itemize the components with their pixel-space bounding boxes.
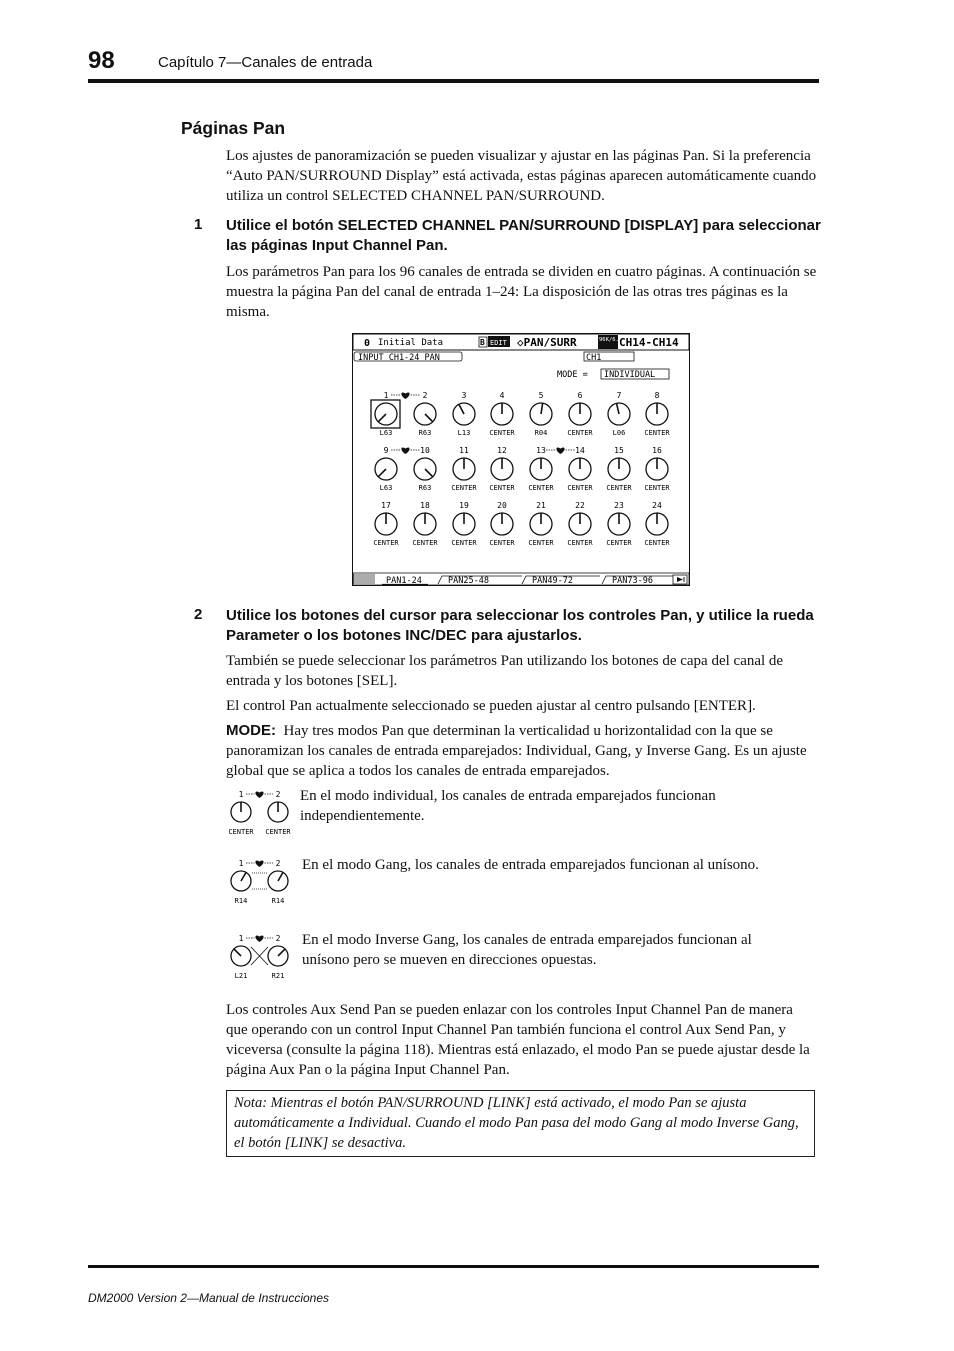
lcd-channel-number: 19 (459, 501, 469, 510)
note-box (226, 1090, 815, 1157)
lcd-channel-number: 13 (536, 446, 546, 455)
step-1-number: 1 (194, 216, 203, 233)
mode-text: Hay tres modos Pan que determinan la verticalidad u horizontalidad con la que se panoramizan los canales de entrada emparejados: Individual, Gang, y Inverse Gang. Es un ajuste global que se aplica a todos los canales de entrada emparejados. (226, 723, 807, 779)
lcd-pan-value: CENTER (489, 429, 515, 437)
lcd-channel-number: 2 (422, 391, 428, 400)
lcd-pan-value: CENTER (489, 539, 515, 547)
lcd-tab-label: PAN25-48 (448, 576, 489, 586)
individual-mode-description: En el modo individual, los canales de entrada emparejados funcionan independientemente. (300, 788, 716, 824)
lcd-channel-number: 9 (383, 446, 389, 455)
step-2-body-1: También se puede seleccionar los parámetros Pan utilizando los botones de capa del canal de entrada y los botones [SEL]. (226, 653, 784, 689)
lcd-pan-value: R04 (534, 429, 548, 437)
lcd-channel-number: 3 (461, 391, 467, 400)
lcd-tab-pan1-24 (382, 576, 428, 586)
lcd-tab-label: PAN1-24 (386, 576, 422, 586)
gang-mode-description: En el modo Gang, los canales de entrada emparejados funcionan al unísono. (302, 857, 759, 873)
pan-page-lcd-screenshot (352, 333, 690, 586)
lcd-pan-value: CENTER (373, 539, 399, 547)
lcd-mode-label: MODE = (557, 370, 588, 380)
lcd-pan-value: CENTER (567, 539, 593, 547)
lcd-channel-number: 6 (577, 391, 583, 400)
chapter-title: Capítulo 7—Canales de entrada (158, 54, 373, 71)
lcd-channel-number: 24 (652, 501, 662, 510)
inverse-gang-mode-description: En el modo Inverse Gang, los canales de entrada emparejados funcionan al unísono pero se mueven en direcciones opuestas. (302, 932, 752, 968)
lcd-selected-channel: CH1 (586, 353, 602, 363)
lcd-channel-number: 21 (536, 501, 546, 510)
step-1-title: Utilice el botón SELECTED CHANNEL PAN/SURROUND [DISPLAY] para seleccionar las páginas Input Channel Pan. (226, 217, 821, 254)
lcd-tab-bar (353, 573, 689, 586)
lcd-page-label: INPUT CH1-24 PAN (358, 353, 440, 363)
step-1-body: Los parámetros Pan para los 96 canales de entrada se dividen en cuatro páginas. A continuación se muestra la página Pan del canal de entrada 1–24: La disposición de las otras tres páginas es la misma. (226, 264, 817, 320)
lcd-channel-number: 7 (616, 391, 622, 400)
lcd-scene-name: Initial Data (378, 338, 444, 348)
pair-heart-icon (255, 860, 263, 867)
mode-channel-number: 1 (238, 859, 244, 868)
lcd-channel-number: 14 (575, 446, 585, 455)
lcd-channel-number: 23 (614, 501, 624, 510)
lcd-channel-number: 11 (459, 446, 469, 455)
lcd-channel-number: 16 (652, 446, 662, 455)
lcd-channel-number: 17 (381, 501, 391, 510)
individual-mode-icon (226, 788, 296, 836)
lcd-pan-value: CENTER (451, 484, 477, 492)
section-title: Páginas Pan (181, 118, 286, 138)
page-number: 98 (88, 47, 115, 74)
gang-mode-icon (226, 857, 296, 905)
lcd-channel-number: 20 (497, 501, 507, 510)
mode-pan-value: R14 (271, 897, 285, 905)
pair-heart-icon (255, 791, 263, 798)
mode-pan-value: R21 (271, 972, 285, 980)
mode-label: MODE: (226, 722, 276, 739)
lcd-channel-number: 8 (654, 391, 660, 400)
lcd-pan-value: R63 (418, 484, 432, 492)
lcd-tab-label: PAN49-72 (532, 576, 573, 586)
lcd-pan-value: CENTER (567, 429, 593, 437)
lcd-channel-number: 18 (420, 501, 430, 510)
mode-pan-value: CENTER (265, 828, 291, 836)
intro-paragraph: Los ajustes de panoramización se pueden visualizar y ajustar en las páginas Pan. Si la preferencia “Auto PAN/SURROUND Display” está activada, estas páginas aparecen automáticamente cuando utiliza un control SELECTED CHANNEL PAN/SURROUND. (226, 148, 817, 204)
mode-pan-value: L21 (234, 972, 248, 980)
lcd-edit-badge: EDIT (490, 339, 507, 347)
step-2-body-2: El control Pan actualmente seleccionado se pueden ajustar al centro pulsando [ENTER]. (226, 698, 756, 714)
lcd-channel-number: 15 (614, 446, 624, 455)
mode-channel-number: 1 (238, 934, 244, 943)
lcd-pan-value: CENTER (644, 429, 670, 437)
step-2-number: 2 (194, 606, 203, 623)
lcd-mode-value: INDIVIDUAL (604, 370, 656, 380)
inverse-gang-mode-icon (226, 932, 296, 980)
lcd-channel-range: CH14-CH14 (619, 336, 679, 349)
mode-pan-value: CENTER (228, 828, 254, 836)
lcd-channel-number: 10 (420, 446, 430, 455)
lcd-pan-value: CENTER (644, 539, 670, 547)
note-text: Nota: Mientras el botón PAN/SURROUND [LINK] está activado, el modo Pan se ajusta automáticamente a Individual. Cuando el modo Pan pasa del modo Gang al modo Inverse Gang, el botón [LINK] se desactiva. (234, 1095, 799, 1151)
lcd-pan-value: CENTER (644, 484, 670, 492)
lcd-pan-value: L13 (457, 429, 471, 437)
lcd-pan-value: L63 (379, 429, 393, 437)
lcd-channel-number: 12 (497, 446, 507, 455)
lcd-pan-value: CENTER (528, 539, 554, 547)
lcd-pan-value: L06 (612, 429, 626, 437)
mode-pan-value: R14 (234, 897, 248, 905)
lcd-pan-value: CENTER (606, 539, 632, 547)
lcd-channel-number: 1 (383, 391, 389, 400)
link-paragraph: Los controles Aux Send Pan se pueden enlazar con los controles Input Channel Pan de manera que operando con un control Input Channel Pan también funciona el control Aux Send Pan, y viceversa (consulte la página 118). Mientras está enlazado, el modo Pan se puede ajustar desde la página Aux Pan o la página Input Channel Pan. (226, 1002, 810, 1078)
mode-channel-number: 2 (275, 859, 281, 868)
lcd-tab-label: PAN73-96 (612, 576, 653, 586)
lcd-pan-value: R63 (418, 429, 432, 437)
lcd-pan-value: CENTER (451, 539, 477, 547)
footer-text: DM2000 Version 2—Manual de Instrucciones (88, 1291, 330, 1305)
lcd-pan-value: L63 (379, 484, 393, 492)
lcd-pan-value: CENTER (567, 484, 593, 492)
mode-channel-number: 2 (275, 934, 281, 943)
lcd-memory-label: B (480, 338, 485, 347)
lcd-pan-value: CENTER (412, 539, 438, 547)
mode-channel-number: 1 (238, 790, 244, 799)
step-2-title: Utilice los botones del cursor para seleccionar los controles Pan, y utilice la rueda Parameter o los botones INC/DEC para ajustarlos. (226, 607, 814, 644)
mode-paragraph (226, 721, 818, 781)
lcd-channel-number: 22 (575, 501, 585, 510)
lcd-scene-number: 0 (364, 338, 371, 349)
lcd-layer-badge: 96K/6.1 (599, 337, 623, 343)
pair-heart-icon (255, 935, 263, 942)
header-rule (88, 79, 819, 83)
lcd-channel-number: 4 (499, 391, 505, 400)
lcd-channel-number: 5 (538, 391, 544, 400)
footer-rule (88, 1265, 819, 1268)
mode-channel-number: 2 (275, 790, 281, 799)
lcd-pan-value: CENTER (606, 484, 632, 492)
lcd-pan-value: CENTER (489, 484, 515, 492)
lcd-pan-value: CENTER (528, 484, 554, 492)
lcd-function-title: ◇PAN/SURR (517, 336, 577, 349)
